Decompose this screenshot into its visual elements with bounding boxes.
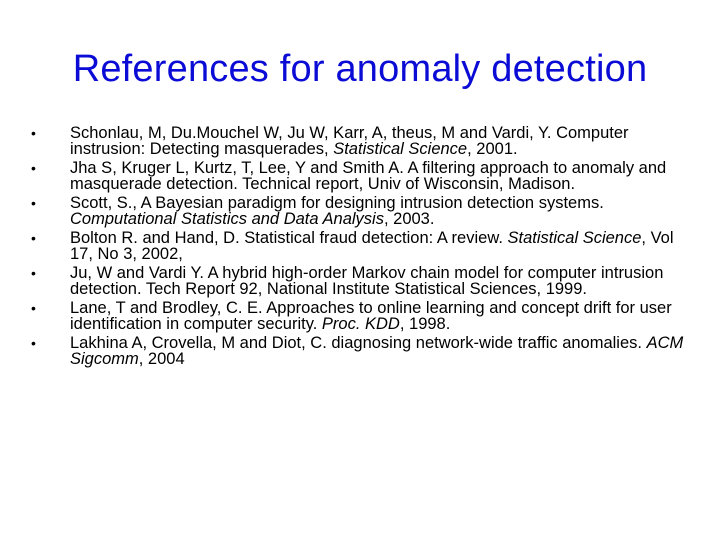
reference-item [20, 335, 700, 367]
bullet-icon: • [31, 195, 36, 211]
bullet-icon: • [31, 125, 36, 141]
reference-venue: Statistical Science [333, 140, 468, 159]
reference-text: Lakhina A, Crovella, M and Diot, C. diagnosing network-wide traffic anomalies. [70, 334, 647, 352]
reference-item [20, 230, 700, 262]
reference-venue: Proc. KDD [321, 315, 400, 334]
reference-text: Lane, T and Brodley, C. E. Approaches to online learning and concept drift for user identification in computer security. [70, 299, 672, 334]
bullet-icon: • [31, 335, 36, 351]
reference-venue: Computational Statistics and Data Analysis [70, 210, 384, 229]
reference-suffix: , Vol 17, No 3, 2002, [70, 229, 674, 264]
reference-text: Schonlau, M, Du.Mouchel W, Ju W, Karr, A, theus, M and Vardi, Y. Computer instrusion: Detecting masquerades, [70, 124, 629, 159]
bullet-icon: • [31, 230, 36, 246]
reference-text: Ju, W and Vardi Y. A hybrid high-order Markov chain model for computer intrusion detection. Tech Report 92, National Institute Statistical Sciences, 1999. [70, 264, 664, 299]
reference-item [20, 195, 700, 227]
reference-item [20, 125, 700, 157]
reference-suffix: , 2001. [467, 140, 518, 159]
reference-venue: Statistical Science [507, 229, 642, 247]
reference-item [20, 300, 700, 332]
reference-suffix: , 2004 [138, 350, 185, 369]
reference-text: Scott, S., A Bayesian paradigm for designing intrusion detection systems. [70, 194, 604, 212]
references-list [20, 125, 700, 370]
reference-text: Bolton R. and Hand, D. Statistical fraud detection: A review. [70, 229, 508, 247]
bullet-icon: • [31, 265, 36, 281]
reference-suffix: , 2003. [383, 210, 435, 229]
bullet-icon: • [31, 160, 36, 176]
reference-item [20, 160, 700, 192]
reference-venue: ACM Sigcomm [70, 334, 684, 369]
slide-title: References for anomaly detection [72, 48, 648, 90]
reference-item [20, 265, 700, 297]
reference-text: Jha S, Kruger L, Kurtz, T, Lee, Y and Smith A. A filtering approach to anomaly and masquerade detection. Technical report, Univ of Wisconsin, Madison. [70, 159, 667, 194]
reference-suffix: , 1998. [399, 315, 451, 334]
bullet-icon: • [31, 300, 36, 316]
